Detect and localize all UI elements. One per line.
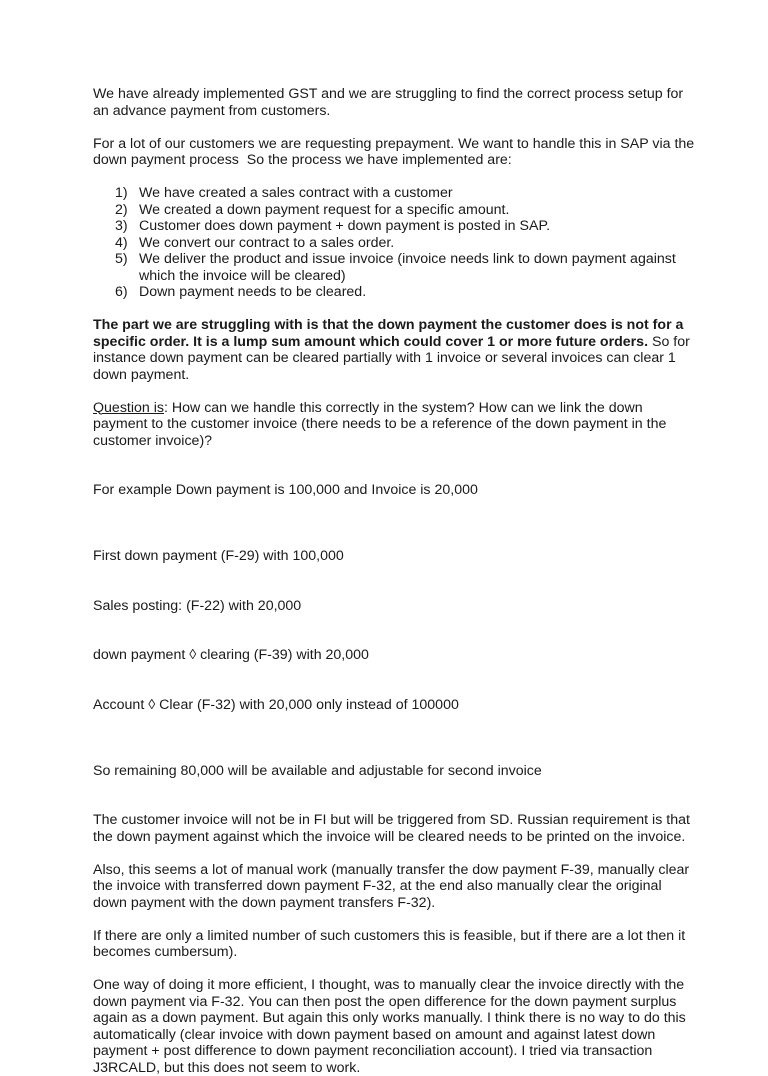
step-text: Customer does down payment + down payment is posted in SAP. <box>139 218 551 234</box>
step-text: We created a down payment request for a specific amount. <box>139 201 510 218</box>
example-postings <box>93 515 698 746</box>
process-step <box>93 218 698 235</box>
process-step <box>93 284 698 301</box>
step-text: Down payment needs to be cleared. <box>139 284 367 300</box>
step-number: 2) <box>115 201 128 218</box>
step-number: 1) <box>115 185 128 201</box>
remaining-paragraph: So remaining 80,000 will be available and adjustable for second invoice <box>93 762 542 779</box>
example-line: Sales posting: (F-22) with 20,000 <box>93 597 302 614</box>
example-intro: For example Down payment is 100,000 and Invoice is 20,000 <box>93 482 478 498</box>
example-line: Account ◊ Clear (F-32) with 20,000 only instead of 100000 <box>93 696 459 713</box>
step-text: We deliver the product and issue invoice (invoice needs link to down payment against which the invoice will be cleared) <box>139 251 676 284</box>
step-text: We convert our contract to a sales order. <box>139 234 395 251</box>
question-label: Question is <box>93 399 164 416</box>
prepayment-paragraph: For a lot of our customers we are requesting prepayment. We want to handle this in SAP via the down payment process So the process we have implemented are: <box>93 135 699 168</box>
step-number: 4) <box>115 234 128 251</box>
russian-requirement-paragraph: The customer invoice will not be in FI but will be triggered from SD. Russian requirement is that the down payment against which the invoice will be cleared needs to be printed on the invoice. <box>93 812 694 845</box>
example-line: down payment ◊ clearing (F-39) with 20,000 <box>93 647 369 663</box>
intro-paragraph: We have already implemented GST and we are struggling to find the correct process setup for an advance payment from customers. <box>93 86 688 119</box>
process-steps-list <box>93 185 698 301</box>
step-number: 3) <box>115 218 128 234</box>
struggle-paragraph <box>93 317 698 383</box>
step-number: 5) <box>115 251 128 267</box>
limited-customers-paragraph: If there are only a limited number of such customers this is feasible, but if there are a lot then it becomes cumbersum). <box>93 927 690 960</box>
question-paragraph <box>93 400 698 450</box>
process-step <box>93 235 698 252</box>
manual-work-paragraph: Also, this seems a lot of manual work (manually transfer the dow payment F-39, manually clear the invoice with transferred down payment F-32, at the end also manually clear the original down payment with the down payment transfers F-32). <box>93 861 694 911</box>
step-number: 6) <box>115 284 128 300</box>
process-step <box>93 202 698 219</box>
struggle-text: So for instance down payment can be cleared partially with 1 invoice or several invoices can clear 1 down payment. <box>93 333 694 383</box>
example-line: First down payment (F-29) with 100,000 <box>93 548 344 564</box>
step-text: We have created a sales contract with a customer <box>139 185 453 201</box>
process-step <box>93 251 698 284</box>
struggle-bold-text: The part we are struggling with is that the down payment the customer does is not for a specific order. It is a lump sum amount which could cover 1 or more future orders. <box>93 317 688 350</box>
process-step <box>93 185 698 202</box>
question-text: : How can we handle this correctly in the system? How can we link the down payment to the customer invoice (there needs to be a reference of the down payment in the customer invoice)? <box>93 399 671 449</box>
efficient-method-paragraph: One way of doing it more efficient, I thought, was to manually clear the invoice directly with the down payment via F-32. You can then post the open difference for the down payment surplus again as a down payment. But again this only works manually. I think there is no way to do this automatically (clear invoice with down payment based on amount and against latest down payment + post difference to down payment reconciliation account). I tried via transaction J3RCALD, but this does not seem to work. <box>93 977 690 1076</box>
